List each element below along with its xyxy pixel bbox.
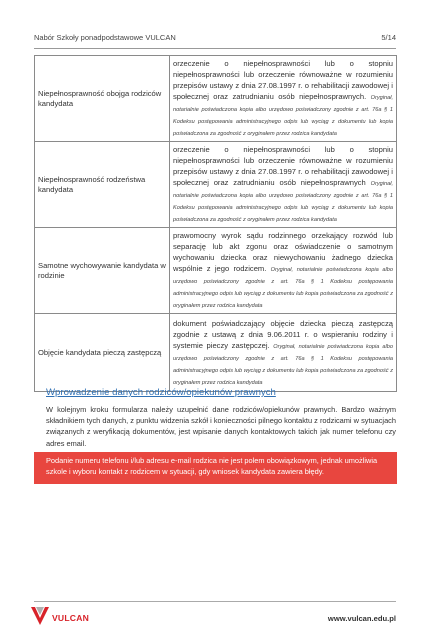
document-title: Nabór Szkoły ponadpodstawowe VULCAN — [34, 33, 176, 42]
document-description: orzeczenie o niepełnosprawności lub o stopniu niepełnosprawności lub orzeczenie równoważne w rozumieniu przepisów ustawy z dnia 27.08.1997 r. o rehabilitacji zawodowej i społecznej oraz zatrudnianiu osób niepełnosprawnych — [173, 145, 393, 187]
highlight-text: Podanie numeru telefonu i/lub adresu e-mail rodzica nie jest polem obowiązkowym, jednak umożliwia szkole i wyboru kontakt z rodzicem w sytuacji, gdy wniosek kandydata zawiera błędy. — [46, 456, 378, 477]
criterion-label: Samotne wychowywanie kandydata w rodzinie — [35, 228, 170, 314]
document-note: Oryginał, notarialnie poświadczona kopia albo urzędowo poświadczony zgodnie z art. 76a § 1 Kodeksu postępowania administracyjnego odpis lub wyciąg z dokumentu lub kopia poświadczona za zgodność z oryginałem przez rodzica kandydata — [173, 181, 393, 223]
table-row — [35, 56, 397, 142]
footer-divider — [34, 601, 396, 602]
footer-url[interactable]: www.vulcan.edu.pl — [327, 614, 396, 623]
document-note: Oryginał, notarialnie poświadczona kopia albo urzędowo poświadczony zgodnie z art. 76a § 1 Kodeksu postępowania administracyjnego odpis lub wyciąg z dokumentu lub kopia poświadczona za zgodność z oryginałem przez rodzica kandydata — [173, 95, 393, 137]
criterion-document — [170, 142, 397, 228]
criterion-label: Objęcie kandydata pieczą zastępczą — [35, 314, 170, 392]
table-row — [35, 228, 397, 314]
document-description: orzeczenie o niepełnosprawności lub o stopniu niepełnosprawności lub orzeczenie równoważne w rozumieniu przepisów ustawy z dnia 27.08.1997 r. o rehabilitacji zawodowej i społecznej oraz zatrudnianiu osób niepełnosprawnych. — [173, 59, 393, 101]
criterion-label: Niepełnosprawność obojga rodziców kandydata — [35, 56, 170, 142]
table-row — [35, 142, 397, 228]
section-paragraph: W kolejnym kroku formularza należy uzupełnić dane rodziców/opiekunów prawnych. Bardzo ważnym składnikiem tych danych, z punktu widzenia szkół i konieczności pilnego kontaktu z rodzicami w sytuacjach związanych z weryfikacją dokumentów, jest wpisanie danych kontaktowych takich jak numer telefonu czy adres email. — [46, 405, 396, 448]
vulcan-logo-icon — [30, 605, 50, 627]
page-number: 5/14 — [381, 33, 396, 42]
criterion-label: Niepełnosprawność rodzeństwa kandydata — [35, 142, 170, 228]
document-description: dokument poświadczający objęcie dziecka pieczą zastępczą zgodnie z ustawą z dnia 9.06.2011 r. o wspieraniu rodziny i systemie pieczy zastępczej. — [173, 318, 393, 350]
document-note: Oryginał, notarialnie poświadczona kopia albo urzędowo poświadczony zgodnie z art. 76a § 1 Kodeksu postępowania administracyjnego odpis lub wyciąg z dokumentu lub kopia poświadczona za zgodność z oryginałem przez rodzica kandydata — [173, 267, 393, 309]
brand-name: VULCAN — [52, 613, 90, 623]
criterion-document — [170, 228, 397, 314]
section-heading: Wprowadzenie danych rodziców/opiekunów prawnych — [46, 387, 276, 398]
header-divider — [34, 48, 396, 49]
document-description: prawomocny wyrok sądu rodzinnego orzekający rozwód lub separację lub akt zgonu oraz oświadczenie o samotnym wychowaniu dziecka oraz niewychowaniu żadnego dziecka wspólnie z jego rodzicem. — [173, 231, 393, 273]
criterion-document — [170, 314, 397, 392]
document-note: Oryginał, notarialnie poświadczona kopia albo urzędowo poświadczony zgodnie z art. 76a § 1 Kodeksu postępowania administracyjnego odpis lub wyciąg z dokumentu lub kopia poświadczona za zgodność z oryginałem przez rodzica kandydata — [173, 343, 393, 386]
highlight-box — [34, 452, 397, 484]
criterion-document — [170, 56, 397, 142]
page-header — [34, 33, 396, 47]
requirements-table — [34, 55, 397, 392]
table-row — [35, 314, 397, 392]
